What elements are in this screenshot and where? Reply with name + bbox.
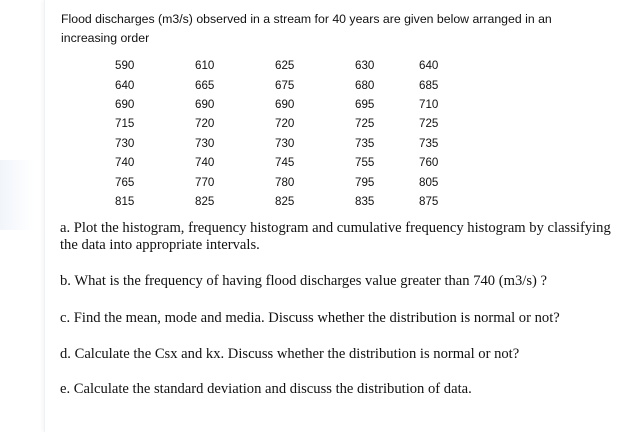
table-cell: 740 [195,156,215,170]
table-row [115,95,499,114]
table-cell: 815 [115,194,135,208]
table-cell: 640 [419,59,439,73]
question-b: b. What is the frequency of having flood discharges value greater than 740 (m3/s) ? [60,273,547,289]
table-cell: 720 [275,117,295,131]
left-panel-edge [0,160,34,230]
table-row [115,134,499,153]
table-row [115,56,499,75]
table-cell: 630 [355,59,375,73]
table-cell: 875 [419,194,439,208]
table-cell: 765 [115,175,135,189]
table-cell: 690 [195,97,215,111]
table-cell: 725 [419,117,439,131]
table-cell: 680 [355,78,375,92]
table-cell: 760 [419,156,439,170]
problem-card [44,0,620,432]
discharge-data-table [115,56,499,211]
table-cell: 725 [355,117,375,131]
table-cell: 770 [195,175,215,189]
table-cell: 720 [195,117,215,131]
table-cell: 730 [275,136,295,150]
question-c: c. Find the mean, mode and media. Discuss whether the distribution is normal or not? [60,310,560,326]
question-d: d. Calculate the Csx and kx. Discuss whether the distribution is normal or not? [60,346,520,362]
table-cell: 835 [355,194,375,208]
table-cell: 780 [275,175,295,189]
table-cell: 805 [419,175,439,189]
question-a: a. Plot the histogram, frequency histogram and cumulative frequency histogram by classifying the data into appropriate intervals. [60,220,611,253]
table-cell: 690 [115,97,135,111]
table-row [115,114,499,133]
table-cell: 710 [419,97,439,111]
table-cell: 730 [115,136,135,150]
table-cell: 795 [355,175,375,189]
table-cell: 735 [419,136,439,150]
table-cell: 715 [115,117,135,131]
question-e: e. Calculate the standard deviation and discuss the distribution of data. [60,381,472,397]
table-cell: 685 [419,78,439,92]
problem-statement: Flood discharges (m3/s) observed in a stream for 40 years are given below arranged in an increasing order [61,12,552,45]
table-row [115,172,499,191]
table-cell: 825 [195,194,215,208]
table-row [115,75,499,94]
table-cell: 665 [195,78,215,92]
table-cell: 745 [275,156,295,170]
table-cell: 690 [275,97,295,111]
table-cell: 740 [115,156,135,170]
table-cell: 610 [195,59,215,73]
table-cell: 755 [355,156,375,170]
table-cell: 695 [355,97,375,111]
table-cell: 640 [115,78,135,92]
table-cell: 730 [195,136,215,150]
table-cell: 735 [355,136,375,150]
table-cell: 675 [275,78,295,92]
table-cell: 625 [275,59,295,73]
table-cell: 825 [275,194,295,208]
table-row [115,192,499,211]
table-row [115,153,499,172]
table-cell: 590 [115,59,135,73]
